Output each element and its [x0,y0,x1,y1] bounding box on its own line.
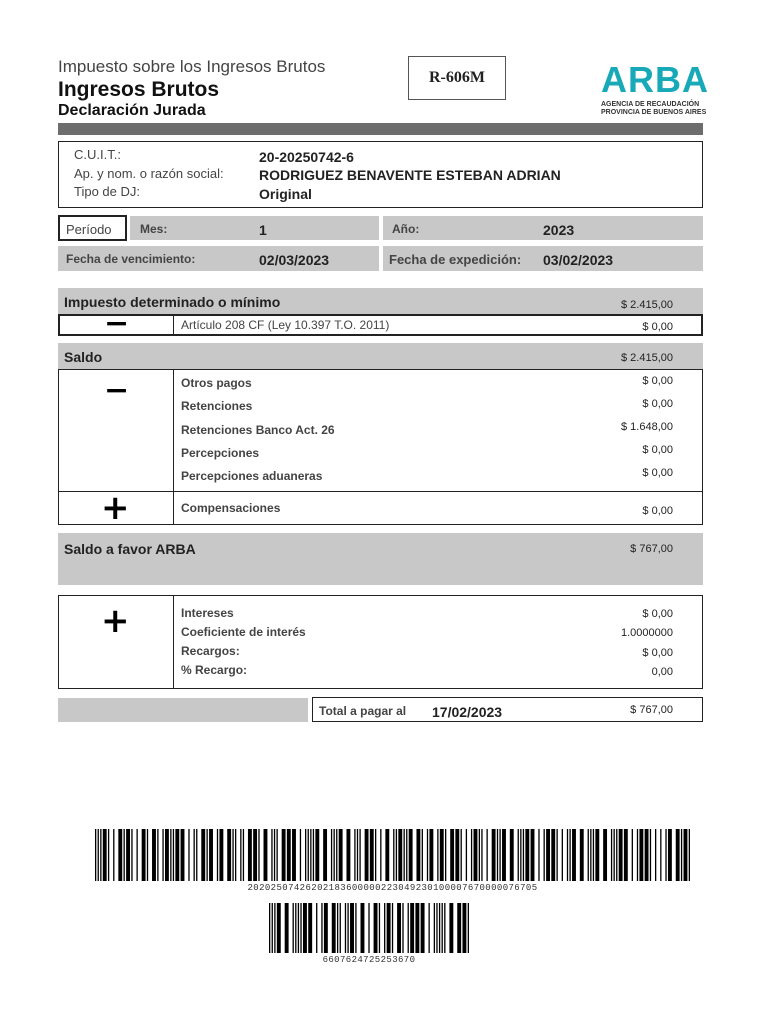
deduction-label: Otros pagos [181,376,252,390]
barcode-bar [308,829,309,881]
deduction-value: $ 0,00 [642,444,673,456]
minus-icon: − [104,373,130,408]
barcode-bar [162,829,163,881]
barcode-bar [593,829,594,881]
barcode-bar [676,829,680,881]
small-barcode [269,903,469,953]
barcode-bar [206,829,207,881]
barcode-bar [375,829,376,881]
deduction-label: Retenciones Banco Act. 26 [181,423,335,437]
barcode-bar [269,903,270,953]
deduction-label: Percepciones [181,446,260,460]
barcode-bar [253,829,257,881]
barcode-bar [165,829,169,881]
agency-line-1: AGENCIA DE RECAUDACIÓN [601,101,700,108]
barcode-bar [355,903,356,953]
barcode-bar [385,829,389,881]
year-label: Año: [392,222,420,236]
barcode-bar [440,829,444,881]
small-barcode-number: 6607624725253670 [322,955,416,965]
saldo-value: $ 2.415,00 [621,352,673,364]
barcode-bar [616,829,617,881]
barcode-bar [339,829,343,881]
barcode-bar [422,829,423,881]
barcode-bar [337,903,338,953]
barcode-bar [502,829,506,881]
name-label: Ap. y nom. o razón social: [74,166,224,181]
barcode-bar [310,829,311,881]
barcode-bar [359,829,360,881]
barcode-bar [361,903,365,953]
total-value: $ 767,00 [630,704,673,716]
main-barcode [95,829,690,881]
due-value: 02/03/2023 [259,252,330,268]
barcode-bar [595,829,599,881]
interest-label: % Recargo: [181,663,248,677]
interest-value: 1.0000000 [621,627,673,639]
barcode-bar [462,903,466,953]
barcode-bar [481,829,482,881]
agency-name [601,101,706,117]
barcode-bar [614,829,615,881]
barcode-bar [660,829,661,881]
barcode-bar [274,829,275,881]
cuit-value: 20-20250742-6 [259,149,354,165]
barcode-bar [409,829,413,881]
deduction-label: Percepciones aduaneras [181,469,323,483]
barcode-bar [546,829,550,881]
barcode-bar [380,829,381,881]
barcode-bar [323,829,327,881]
barcode-bar [590,829,591,881]
barcode-bar [219,829,223,881]
deduction-value: $ 0,00 [642,467,673,479]
barcode-bar [466,829,467,881]
barcode-bar [209,829,213,881]
year-value: 2023 [543,222,575,238]
plus-icon: + [101,488,130,528]
article-label: Artículo 208 CF (Ley 10.397 T.O. 2011) [181,318,390,332]
barcode-bar [95,829,96,881]
barcode-bar [645,829,649,881]
interest-value: 0,00 [651,666,673,678]
barcode-bar [276,829,277,881]
barcode-bar [240,829,241,881]
barcode-bar [450,829,454,881]
barcode-bar [499,829,500,881]
barcode-bar [468,903,469,953]
barcode-bar [398,829,402,881]
barcode-bar [324,903,328,953]
barcode-bar [569,829,570,881]
barcode-bar [392,903,393,953]
barcode-bar [525,829,529,881]
barcode-bar [474,829,478,881]
barcode-bar [518,829,519,881]
interest-value: $ 0,00 [642,647,673,659]
barcode-bar [428,903,429,953]
barcode-bar [421,903,425,953]
barcode-bar [637,829,638,881]
barcode-bar [298,903,299,953]
barcode-bar [113,829,114,881]
interest-label: Recargos: [181,644,240,658]
barcode-bar [248,829,252,881]
barcode-bar [681,829,682,881]
total-filler [58,698,308,722]
barcode-bar [282,829,286,881]
barcode-bar [118,829,122,881]
agency-line-2: PROVINCIA DE BUENOS AIRES [601,109,707,116]
determined-label: Impuesto determinado o mínimo [64,294,281,310]
barcode-bar [295,903,296,953]
barcode-bar [455,829,459,881]
barcode-bar [194,829,195,881]
barcode-bar [544,829,545,881]
barcode-bar [274,903,275,953]
barcode-bar [235,829,236,881]
barcode-bar [272,903,273,953]
barcode-bar [402,903,403,953]
barcode-bar [258,829,259,881]
barcode-bar [531,829,535,881]
month-value: 1 [259,222,267,238]
barcode-bar [551,829,555,881]
barcode-bar [346,829,350,881]
barcode-bar [429,829,433,881]
barcode-bar [321,903,322,953]
saldo-label: Saldo [64,349,103,365]
comp-label: Compensaciones [181,501,281,515]
barcode-bar [580,829,584,881]
barcode-bar [157,829,158,881]
article-divider [173,315,174,335]
barcode-bar [668,829,672,881]
tax-title: Impuesto sobre los Ingresos Brutos [58,57,326,76]
barcode-bar [336,829,337,881]
barcode-bar [300,903,301,953]
due-label: Fecha de vencimiento: [66,252,196,266]
total-label: Total a pagar al [319,704,407,718]
barcode-bar [170,829,171,881]
barcode-bar [408,903,409,953]
doc-title: Ingresos Brutos [58,78,220,101]
barcode-bar [332,903,336,953]
barcode-bar [368,903,369,953]
barcode-bar [486,829,487,881]
barcode-bar [232,829,233,881]
barcode-bar [665,829,666,881]
barcode-bar [181,829,185,881]
form-code: R-606M [429,69,485,86]
cuit-label: C.U.I.T.: [74,147,121,162]
barcode-bar [684,829,688,881]
barcode-bar [357,829,358,881]
barcode-bar [331,829,332,881]
favor-label: Saldo a favor ARBA [64,541,196,557]
barcode-bar [370,829,374,881]
total-date: 17/02/2023 [432,704,503,720]
barcode-bar [567,829,568,881]
barcode-bar [449,903,453,953]
barcode-bar [124,829,125,881]
barcode-bar [479,829,480,881]
barcode-bar [619,829,623,881]
issue-value: 03/02/2023 [543,252,614,268]
barcode-bar [523,829,524,881]
minus-icon: − [104,306,130,341]
interest-label: Coeficiente de interés [181,625,306,639]
barcode-bar [243,829,244,881]
barcode-bar [397,903,401,953]
main-barcode-number: 20202507426202183600000223049230100007670000076705 [247,883,538,893]
barcode-bar [384,903,385,953]
dj-value: Original [259,186,312,202]
comp-value: $ 0,00 [642,505,673,517]
barcode-bar [126,829,130,881]
barcode-bar [434,903,435,953]
name-value: RODRIGUEZ BENAVENTE ESTEBAN ADRIAN [259,167,561,183]
barcode-bar [131,829,132,881]
barcode-bar [303,903,307,953]
barcode-bar [316,903,317,953]
month-row [130,216,379,240]
barcode-bar [624,829,628,881]
barcode-bar [445,829,446,881]
barcode-bar [436,903,437,953]
issue-label: Fecha de expedición: [389,252,522,267]
barcode-bar [439,903,440,953]
barcode-bar [374,903,378,953]
interest-value: $ 0,00 [642,608,673,620]
barcode-bar [492,829,496,881]
barcode-bar [277,903,281,953]
barcode-bar [365,829,369,881]
barcode-bar [264,829,268,881]
barcode-bar [611,829,612,881]
barcode-bar [98,829,99,881]
barcode-bar [217,829,218,881]
barcode-bar [350,903,354,953]
barcode-bar [689,829,690,881]
barcode-bar [396,829,397,881]
barcode-bar [406,829,407,881]
plus-icon: + [101,601,130,641]
barcode-bar [471,829,472,881]
barcode-bar [562,829,563,881]
barcode-bar [556,829,557,881]
barcode-bar [340,903,341,953]
barcode-bar [188,829,189,881]
barcode-bar [308,903,312,953]
barcode-bar [510,829,514,881]
interests-divider [173,595,174,689]
barcode-bar [271,829,272,881]
barcode-bar [437,829,438,881]
barcode-bar [379,903,380,953]
barcode-bar [334,829,335,881]
barcode-bar [538,829,539,881]
barcode-bar [315,829,319,881]
barcode-bar [427,829,428,881]
barcode-bar [603,829,607,881]
barcode-bar [227,829,231,881]
barcode-bar [442,903,443,953]
barcode-bar [347,903,348,953]
comp-separator [58,491,703,492]
barcode-bar [457,903,461,953]
barcode-bar [201,829,205,881]
barcode-bar [147,829,148,881]
barcode-bar [639,829,643,881]
barcode-bar [345,903,346,953]
deduction-value: $ 0,00 [642,398,673,410]
barcode-bar [196,829,197,881]
dj-label: Tipo de DJ: [74,184,140,199]
deduction-value: $ 0,00 [642,375,673,387]
barcode-bar [293,903,294,953]
barcode-bar [444,903,445,953]
barcode-bar [142,829,146,881]
deduction-label: Retenciones [181,399,253,413]
barcode-bar [136,829,137,881]
barcode-bar [300,829,301,881]
barcode-bar [416,829,420,881]
barcode-bar [305,829,306,881]
barcode-bar [520,829,521,881]
period-label: Período [66,222,112,237]
deduction-value: $ 1.648,00 [621,421,673,433]
barcode-bar [404,829,405,881]
barcode-bar [415,903,419,953]
barcode-bar [287,829,291,881]
header-bar [58,123,703,135]
arba-logo: ARBA [601,59,709,100]
interest-label: Intereses [181,606,234,620]
barcode-bar [632,829,633,881]
barcode-bar [354,829,355,881]
barcode-bar [313,829,314,881]
favor-value: $ 767,00 [630,543,673,555]
barcode-bar [173,829,174,881]
deductions-divider [173,369,174,525]
barcode-bar [461,829,462,881]
barcode-bar [175,829,179,881]
doc-subtitle: Declaración Jurada [58,102,206,119]
determined-value: $ 2.415,00 [621,299,673,311]
barcode-bar [650,829,651,881]
barcode-bar [292,829,296,881]
barcode-bar [393,829,394,881]
barcode-bar [100,829,101,881]
month-label: Mes: [140,222,168,236]
article-value: $ 0,00 [642,321,673,333]
barcode-bar [103,829,107,881]
barcode-bar [497,829,498,881]
barcode-bar [108,829,109,881]
barcode-bar [410,903,414,953]
barcode-bar [387,903,391,953]
barcode-bar [152,829,156,881]
barcode-bar [285,903,289,953]
barcode-bar [572,829,576,881]
barcode-bar [655,829,656,881]
barcode-bar [588,829,589,881]
form-code-box [408,56,506,100]
